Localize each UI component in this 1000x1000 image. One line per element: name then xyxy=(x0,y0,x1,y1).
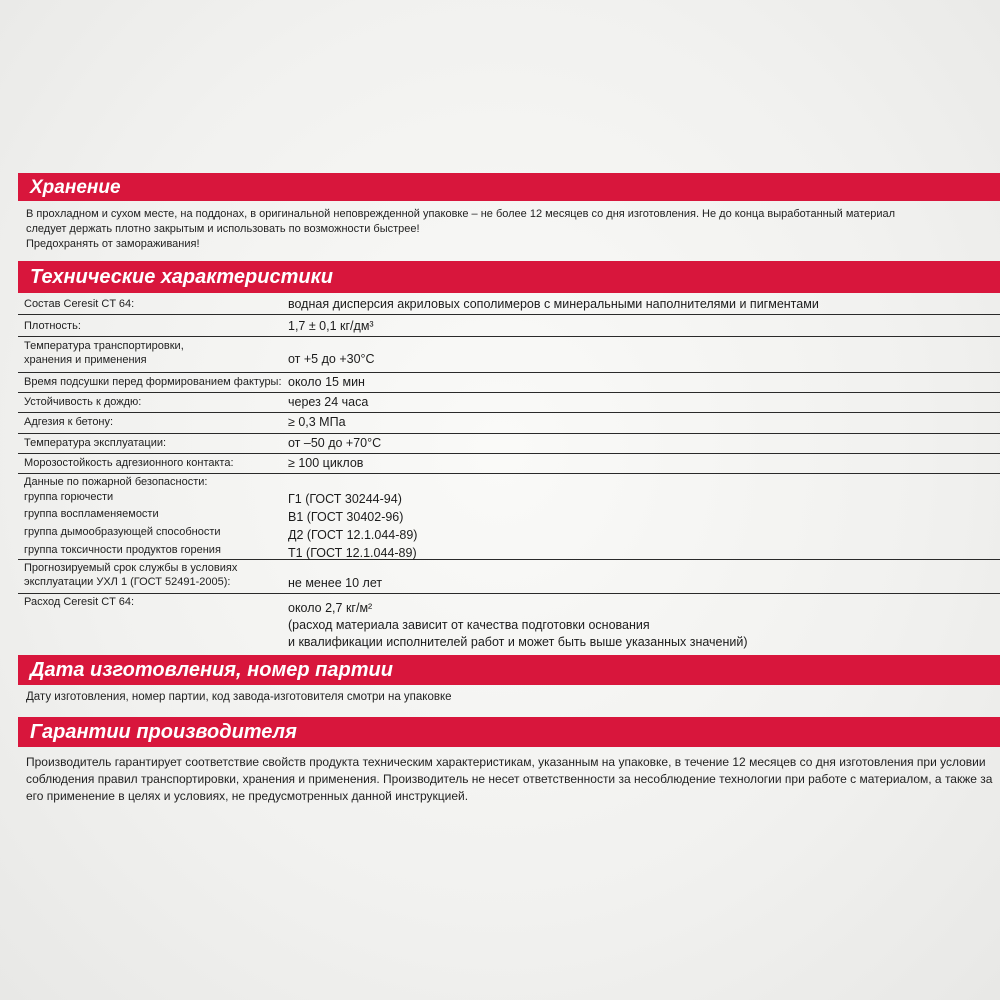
warranty-text-line-2: соблюдения правил транспортировки, хранения и применения. Производитель не несет ответственности за несоблюдение технологии при работе с материалом, а также за xyxy=(26,772,993,786)
tech-row-drying-time xyxy=(18,373,1000,393)
tech-row-value: водная дисперсия акриловых сополимеров с минеральными наполнителями и пигментами xyxy=(288,297,819,311)
fire-item-value: Г1 (ГОСТ 30244-94) xyxy=(288,492,402,506)
fire-item-value: Т1 (ГОСТ 12.1.044-89) xyxy=(288,546,417,560)
tech-row-label: Морозостойкость адгезионного контакта: xyxy=(24,457,234,469)
tech-row-value: ≥ 100 циклов xyxy=(288,456,364,470)
tech-row-label: Температура транспортировки, xyxy=(24,340,184,352)
fire-item-label: группа горючести xyxy=(24,491,114,503)
tech-row-value: через 24 часа xyxy=(288,395,369,409)
storage-title: Хранение xyxy=(30,176,121,198)
tech-title: Технические характеристики xyxy=(30,266,333,288)
tech-row-value: от +5 до +30°С xyxy=(288,352,375,366)
tech-row-adhesion xyxy=(18,413,1000,434)
tech-row-composition xyxy=(18,293,1000,315)
fire-item-label: группа дымообразующей способности xyxy=(24,526,221,538)
tech-row-fire-safety xyxy=(18,474,1000,560)
tech-row-rain-resistance xyxy=(18,393,1000,413)
tech-row-label: Состав Ceresit CT 64: xyxy=(24,298,135,310)
tech-row-temperature-application xyxy=(18,337,1000,373)
storage-section-header xyxy=(18,173,1000,201)
service-value: не менее 10 лет xyxy=(288,576,383,590)
fire-safety-label: Данные по пожарной безопасности: xyxy=(24,476,208,488)
date-text: Дату изготовления, номер партии, код завода-изготовителя смотри на упаковке xyxy=(26,691,452,703)
tech-row-label: Плотность: xyxy=(24,320,81,332)
warranty-text-line-1: Производитель гарантирует соответствие свойств продукта техническим характеристикам, указанным на упаковке, в течение 12 месяцев со дня изготовления при условии xyxy=(26,755,986,769)
fire-item-value: В1 (ГОСТ 30402-96) xyxy=(288,510,404,524)
tech-row-service-temperature xyxy=(18,434,1000,454)
warranty-section-header xyxy=(18,717,1000,747)
consumption-value: около 2,7 кг/м² xyxy=(288,601,373,615)
tech-row-consumption xyxy=(18,594,1000,650)
fire-item-label: группа токсичности продуктов горения xyxy=(24,544,221,556)
tech-row-density xyxy=(18,315,1000,337)
storage-text-line-2: следует держать плотно закрытым и использовать по возможности быстрее! xyxy=(26,223,420,235)
consumption-note-2: и квалификации исполнителей работ и может быть выше указанных значений) xyxy=(288,635,748,649)
service-label-2: эксплуатации УХЛ 1 (ГОСТ 52491-2005): xyxy=(24,576,231,588)
tech-row-value: около 15 мин xyxy=(288,375,365,389)
tech-row-label: Устойчивость к дождю: xyxy=(24,396,142,408)
tech-row-label-2: хранения и применения xyxy=(24,354,147,366)
date-title: Дата изготовления, номер партии xyxy=(30,659,393,681)
tech-row-value: ≥ 0,3 МПа xyxy=(288,415,346,429)
fire-item-label: группа воспламеняемости xyxy=(24,508,159,520)
product-label xyxy=(18,165,1000,845)
warranty-title: Гарантии производителя xyxy=(30,721,297,743)
consumption-note-1: (расход материала зависит от качества подготовки основания xyxy=(288,618,650,632)
storage-text-line-1: В прохладном и сухом месте, на поддонах, в оригинальной неповрежденной упаковке – не более 12 месяцев со дня изготовления. Не до конца выработанный материал xyxy=(26,208,896,220)
tech-row-label: Температура эксплуатации: xyxy=(24,437,167,449)
tech-row-label: Время подсушки перед формированием фактуры: xyxy=(24,376,282,388)
warranty-text-line-3: его применение в целях и условиях, не предусмотренных данной инструкцией. xyxy=(26,789,469,803)
consumption-label: Расход Ceresit CT 64: xyxy=(24,596,135,608)
tech-row-service-life xyxy=(18,560,1000,594)
tech-row-frost-resistance xyxy=(18,454,1000,474)
fire-item-value: Д2 (ГОСТ 12.1.044-89) xyxy=(288,528,418,542)
service-label: Прогнозируемый срок службы в условиях xyxy=(24,562,238,574)
tech-row-value: от –50 до +70°С xyxy=(288,436,382,450)
tech-section-header xyxy=(18,261,1000,293)
tech-row-value: 1,7 ± 0,1 кг/дм³ xyxy=(288,319,374,333)
tech-row-label: Адгезия к бетону: xyxy=(24,416,114,428)
date-section-header xyxy=(18,655,1000,685)
storage-text-line-3: Предохранять от замораживания! xyxy=(26,238,200,250)
